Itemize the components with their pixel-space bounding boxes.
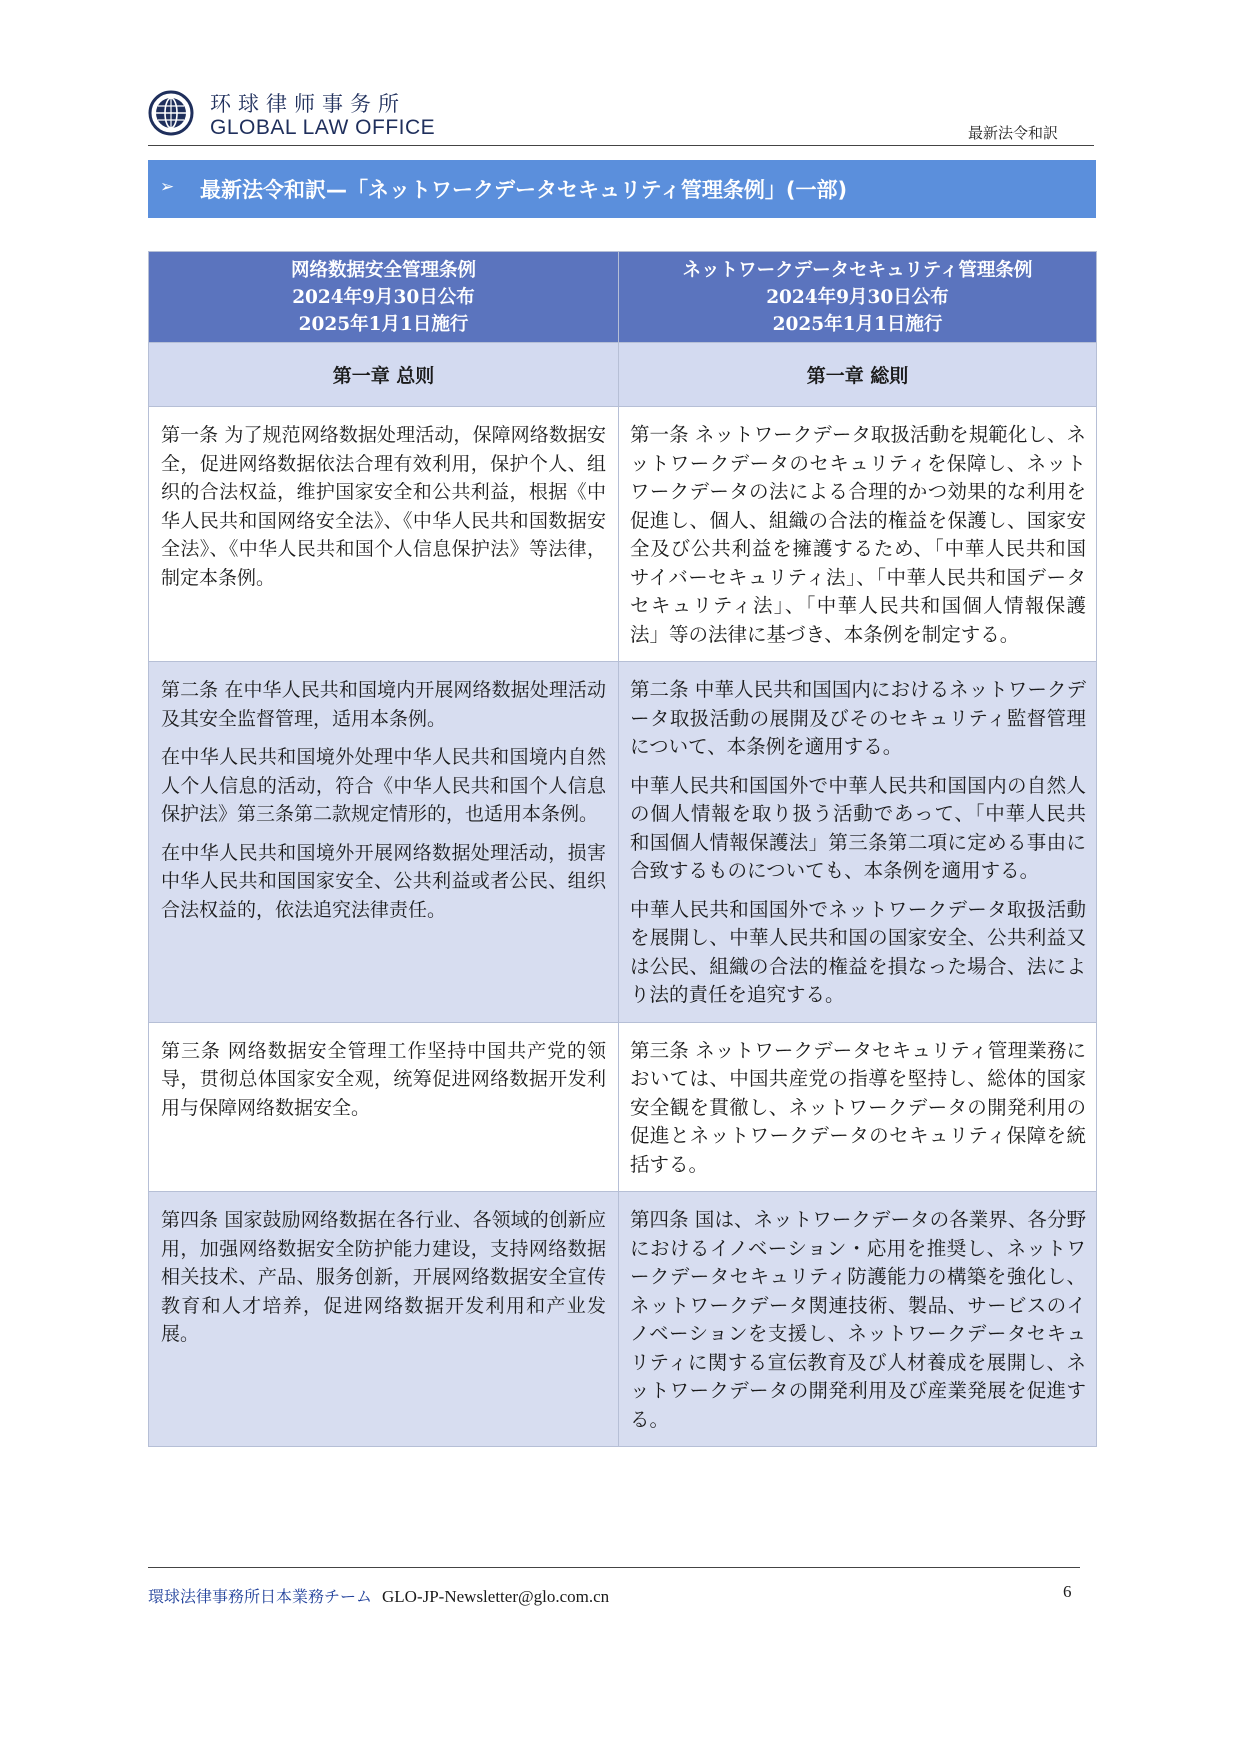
table-row: [149, 1022, 1097, 1192]
page-header: [148, 82, 1098, 146]
footer-divider: [148, 1567, 1080, 1568]
law-comparison-table: [148, 251, 1097, 1447]
japanese-effective-date: 2025年1月1日施行: [772, 314, 943, 335]
table-header-row: [149, 252, 1097, 343]
table-row: [149, 1192, 1097, 1447]
table-row: [149, 407, 1097, 662]
header-divider: [148, 145, 1094, 146]
article-paragraph: 第一条 ネットワークデータ取扱活動を規範化し、ネットワークデータのセキュリティを保障し、ネットワークデータの法による合理的かつ効果的な利用を促進し、個人、組織の合法的権益を保護し、国家安全及び公共利益を擁護するため、「中華人民共和国サイバーセキュリティ法」、「中華人民共和国データセキュリティ法」、「中華人民共和国個人情報保護法」等の法律に基づき、本条例を制定する。: [630, 423, 1086, 646]
chinese-effective-date: 2025年1月1日施行: [298, 314, 469, 335]
page-number: 6: [1063, 1582, 1072, 1601]
chinese-chapter-title: 第一章 总则: [149, 343, 619, 407]
article-paragraph: 第三条 网络数据安全管理工作坚持中国共产党的领导，贯彻总体国家安全观，统筹促进网络数据开发利用与保障网络数据安全。: [161, 1039, 606, 1119]
article-paragraph: 在中华人民共和国境外开展网络数据处理活动，损害中华人民共和国国家安全、公共利益或者公民、组织合法权益的，依法追究法律责任。: [161, 841, 606, 921]
article-2-chinese: [149, 662, 619, 1023]
article-paragraph: 第二条 在中华人民共和国境内开展网络数据处理活动及其安全监督管理，适用本条例。: [161, 679, 606, 730]
article-paragraph: 中華人民共和国国外で中華人民共和国国内の自然人の個人情報を取り扱う活動であって、「中華人民共和国個人情報保護法」第三条第二項に定める事由に合致するものについても、本条例を適用する。: [630, 773, 1086, 882]
article-paragraph: 第四条 国家鼓励网络数据在各行业、各领域的创新应用，加强网络数据安全防护能力建设，支持网络数据相关技术、产品、服务创新，开展网络数据安全宣传教育和人才培养，促进网络数据开发利用和产业发展。: [161, 1209, 606, 1345]
banner-title: 最新法令和訳—「ネットワークデータセキュリティ管理条例」(一部): [200, 178, 848, 202]
article-paragraph: 第四条 国は、ネットワークデータの各業界、各分野におけるイノベーション・応用を推奨し、ネットワークデータセキュリティ防護能力の構築を強化し、ネットワークデータ関連技術、製品、サービスのイノベーションを支援し、ネットワークデータセキュリティに関する宣伝教育及び人材養成を展開し、ネットワークデータの開発利用及び産業発展を促進する。: [630, 1208, 1086, 1431]
logo-text-chinese: 环球律师事务所: [210, 92, 406, 116]
article-paragraph: 第三条 ネットワークデータセキュリティ管理業務においては、中国共産党の指導を堅持し、総体的国家安全観を貫徹し、ネットワークデータの開発利用の促進とネットワークデータのセキュリティ保障を統括する。: [630, 1038, 1086, 1176]
footer-email[interactable]: GLO-JP-Newsletter@glo.com.cn: [382, 1587, 610, 1606]
footer-team-name: 環球法律事務所日本業務チーム: [148, 1587, 373, 1606]
article-3-chinese: [149, 1022, 619, 1192]
article-paragraph: 第二条 中華人民共和国国内におけるネットワークデータ取扱活動の展開及びそのセキュリティ監督管理について、本条例を適用する。: [630, 678, 1086, 758]
article-paragraph: 第一条 为了规范网络数据处理活动，保障网络数据安全，促进网络数据依法合理有效利用，保护个人、组织的合法权益，维护国家安全和公共利益，根据《中华人民共和国网络安全法》、《中华人民共和国数据安全法》、《中华人民共和国个人信息保护法》等法律，制定本条例。: [161, 424, 606, 589]
article-4-chinese: [149, 1192, 619, 1447]
japanese-promulgation-date: 2024年9月30日公布: [766, 287, 949, 308]
title-banner: [148, 160, 1096, 218]
chinese-law-title: 网络数据安全管理条例: [290, 260, 476, 281]
table-row: [149, 662, 1097, 1023]
article-1-chinese: [149, 407, 619, 662]
chapter-row: [149, 343, 1097, 407]
logo-text-english: GLOBAL LAW OFFICE: [210, 116, 436, 139]
chinese-header: [149, 252, 619, 343]
article-paragraph: 中華人民共和国国外でネットワークデータ取扱活動を展開し、中華人民共和国の国家安全、公共利益又は公民、組織の合法的権益を損なった場合、法により法的責任を追究する。: [630, 897, 1086, 1006]
japanese-chapter-title: 第一章 総則: [619, 343, 1097, 407]
arrow-bullet-icon: ➢: [160, 177, 175, 197]
globe-logo-icon: [148, 90, 194, 136]
japanese-header: [619, 252, 1097, 343]
footer-contact: [148, 1584, 609, 1607]
article-4-japanese: [619, 1192, 1097, 1447]
article-2-japanese: [619, 662, 1097, 1023]
article-1-japanese: [619, 407, 1097, 662]
chinese-promulgation-date: 2024年9月30日公布: [292, 287, 475, 308]
article-paragraph: 在中华人民共和国境外处理中华人民共和国境内自然人个人信息的活动，符合《中华人民共和国个人信息保护法》第三条第二款规定情形的，也适用本条例。: [161, 746, 606, 825]
section-label: 最新法令和訳: [967, 124, 1058, 142]
article-3-japanese: [619, 1022, 1097, 1192]
japanese-law-title: ネットワークデータセキュリティ管理条例: [682, 260, 1033, 281]
